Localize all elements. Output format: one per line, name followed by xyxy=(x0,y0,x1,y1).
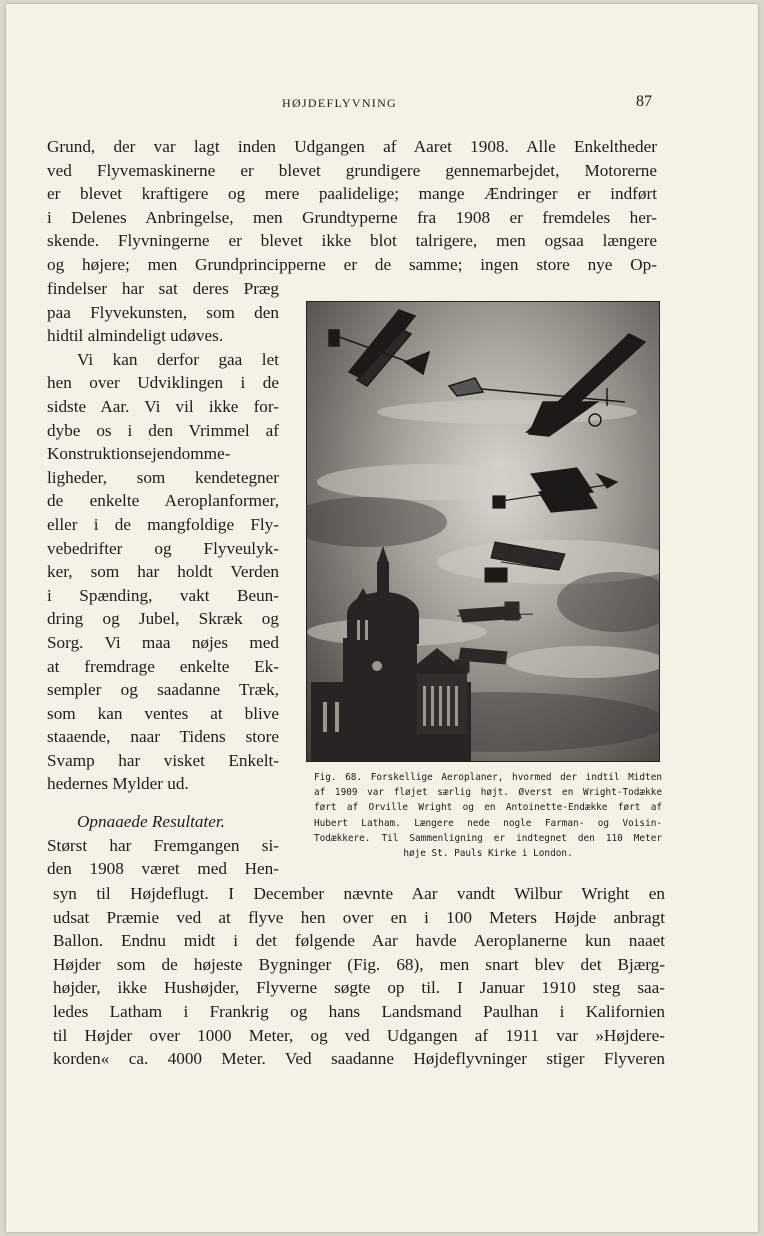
text-line: Svamp har visket Enkelt- xyxy=(47,750,279,770)
text-line: ledes Latham i Frankrig og hans Landsmand Paulhan i Kalifornien xyxy=(53,1001,665,1021)
text-line: ved Flyvemaskinerne er blevet grundigere gennemarbejdet, Motorerne xyxy=(47,160,657,180)
bottom-paragraph xyxy=(53,882,665,1071)
caption-line: ført af Orville Wright og en Antoinette-Endække ført af xyxy=(314,802,662,814)
text-line: hidtil almindeligt udøves. xyxy=(47,326,224,346)
text-line: Højder som de højeste Bygninger (Fig. 68), men snart blev det Bjærg- xyxy=(53,954,665,974)
text-line: højder, ikke Hushøjder, Flyverne søgte op til. I Januar 1910 steg saa- xyxy=(53,978,665,998)
text-line: de enkelte Aeroplanformer, xyxy=(47,491,279,511)
aeroplanes-and-cathedral-icon xyxy=(307,302,659,761)
caption-line: Hubert Latham. Længere nede nogle Farman- og Voisin- xyxy=(314,817,662,829)
text-line: paa Flyvekunsten, som den xyxy=(47,302,279,322)
text-line: Konstruktionsejendomme- xyxy=(47,444,231,464)
section-subheading: Opnaaede Resultater. xyxy=(77,812,225,832)
text-line: Størst har Fremgangen si- xyxy=(47,835,279,855)
figure-caption xyxy=(314,770,662,861)
text-line: Vi kan derfor gaa let xyxy=(77,349,279,369)
figure-illustration xyxy=(306,301,660,762)
text-line: sempler og saadanne Træk, xyxy=(47,680,279,700)
caption-line: af 1909 var fløjet særlig højt. Øverst en Wright-Todække xyxy=(314,787,662,799)
text-line: syn til Højdeflugt. I December nævnte Aar vandt Wilbur Wright en xyxy=(53,884,665,903)
text-line: er blevet kraftigere og mere paalidelige; mange Ændringer er indført xyxy=(47,184,657,204)
text-line: korden« ca. 4000 Meter. Ved saadanne Højdeflyvninger stiger Flyveren xyxy=(53,1049,665,1069)
running-title: HØJDEFLYVNING xyxy=(282,96,398,110)
caption-line: Fig. 68. Forskellige Aeroplaner, hvormed der indtil Midten xyxy=(314,772,662,783)
page-number: 87 xyxy=(636,93,652,110)
text-line: og højere; men Grundprincipperne er de samme; ingen store nye Op- xyxy=(47,254,657,274)
text-line: ker, som har holdt Verden xyxy=(47,562,279,582)
text-line: at fremdrage enkelte Ek- xyxy=(47,656,279,676)
text-line: eller i de mangfoldige Fly- xyxy=(47,514,279,534)
text-line: hedernes Mylder ud. xyxy=(47,774,189,794)
text-line: som kan ventes at blive xyxy=(47,703,279,723)
text-line: Grund, der var lagt inden Udgangen af Aaret 1908. Alle Enkeltheder xyxy=(47,137,657,156)
text-line: findelser har sat deres Præg xyxy=(47,279,279,298)
text-line: vebedrifter og Flyveulyk- xyxy=(47,538,279,558)
text-line: den 1908 været med Hen- xyxy=(47,859,279,879)
text-line: dybe os i den Vrimmel af xyxy=(47,420,279,440)
caption-line: høje St. Pauls Kirke i London. xyxy=(403,848,573,860)
text-line: sidste Aar. Vi vil ikke for- xyxy=(47,396,279,416)
text-line: i Spænding, vakt Beun- xyxy=(47,585,279,605)
text-line: Sorg. Vi maa nøjes med xyxy=(47,632,279,652)
top-paragraph xyxy=(47,135,657,277)
text-line: Ballon. Endnu midt i det følgende Aar havde Aeroplanerne kun naaet xyxy=(53,931,665,951)
caption-line: Todækkere. Til Sammenligning er indtegnet den 110 Meter xyxy=(314,832,662,844)
text-line: staaende, naar Tidens store xyxy=(47,727,279,747)
text-line: skende. Flyvningerne er blevet ikke blot talrigere, men ogsaa længere xyxy=(47,231,657,251)
text-line: til Højder over 1000 Meter, og ved Udgangen af 1911 var »Højdere- xyxy=(53,1025,665,1045)
text-line: dring og Jubel, Skræk og xyxy=(47,609,279,629)
text-line: ligheder, som kendetegner xyxy=(47,467,279,487)
text-line: udsat Præmie ved at flyve hen over en i 100 Meters Højde anbragt xyxy=(53,907,665,927)
text-line: i Delenes Anbringelse, men Grundtyperne fra 1908 er fremdeles her- xyxy=(47,207,657,227)
side-column xyxy=(47,277,279,881)
text-line: hen over Udviklingen i de xyxy=(47,373,279,393)
